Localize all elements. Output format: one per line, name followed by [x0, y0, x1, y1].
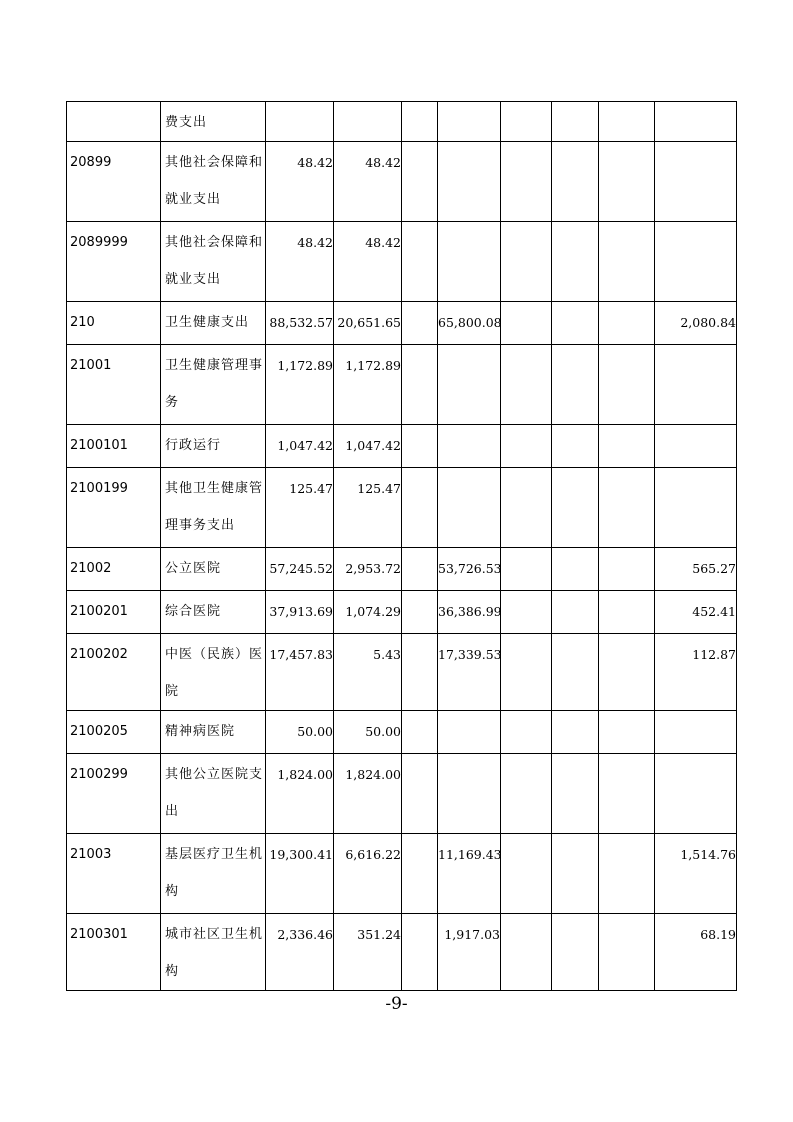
column-8-cell [655, 345, 737, 425]
column-3-cell [402, 468, 438, 548]
account-name-cell: 其他卫生健康管理事务支出 [161, 468, 266, 548]
column-3-cell [402, 914, 438, 991]
table-body [67, 102, 737, 991]
column-8-cell [655, 754, 737, 834]
total-cell: 1,824.00 [266, 754, 334, 834]
account-name-cell: 卫生健康管理事务 [161, 345, 266, 425]
account-code-cell: 2089999 [67, 222, 161, 302]
table-row [67, 711, 737, 754]
column-5-cell [501, 711, 552, 754]
table-row [67, 591, 737, 634]
column-7-cell [599, 468, 655, 548]
column-8-cell: 68.19 [655, 914, 737, 991]
budget-table [66, 101, 737, 991]
general-budget-cell: 50.00 [334, 711, 402, 754]
account-code-cell: 20899 [67, 142, 161, 222]
account-name-cell: 行政运行 [161, 425, 266, 468]
column-3-cell [402, 634, 438, 711]
general-budget-cell: 1,047.42 [334, 425, 402, 468]
table-row [67, 222, 737, 302]
table-row [67, 425, 737, 468]
column-4-cell: 1,917.03 [438, 914, 501, 991]
column-7-cell [599, 425, 655, 468]
account-code-cell: 2100301 [67, 914, 161, 991]
column-4-cell [438, 754, 501, 834]
column-5-cell [501, 754, 552, 834]
column-6-cell [552, 754, 599, 834]
column-3-cell [402, 302, 438, 345]
general-budget-cell: 2,953.72 [334, 548, 402, 591]
column-4-cell [438, 102, 501, 142]
column-7-cell [599, 222, 655, 302]
column-7-cell [599, 302, 655, 345]
column-4-cell: 11,169.43 [438, 834, 501, 914]
account-name-cell: 其他社会保障和就业支出 [161, 142, 266, 222]
column-7-cell [599, 634, 655, 711]
general-budget-cell: 1,172.89 [334, 345, 402, 425]
column-6-cell [552, 142, 599, 222]
total-cell: 50.00 [266, 711, 334, 754]
general-budget-cell: 1,824.00 [334, 754, 402, 834]
total-cell: 2,336.46 [266, 914, 334, 991]
general-budget-cell: 1,074.29 [334, 591, 402, 634]
account-name-cell: 其他公立医院支出 [161, 754, 266, 834]
column-6-cell [552, 345, 599, 425]
column-8-cell [655, 222, 737, 302]
general-budget-cell: 20,651.65 [334, 302, 402, 345]
total-cell [266, 102, 334, 142]
column-3-cell [402, 834, 438, 914]
column-8-cell [655, 425, 737, 468]
total-cell: 125.47 [266, 468, 334, 548]
total-cell: 1,172.89 [266, 345, 334, 425]
column-8-cell: 452.41 [655, 591, 737, 634]
account-code-cell: 2100101 [67, 425, 161, 468]
table-row [67, 302, 737, 345]
column-6-cell [552, 634, 599, 711]
column-5-cell [501, 468, 552, 548]
column-6-cell [552, 222, 599, 302]
total-cell: 57,245.52 [266, 548, 334, 591]
column-6-cell [552, 425, 599, 468]
column-4-cell [438, 345, 501, 425]
account-code-cell: 21001 [67, 345, 161, 425]
column-7-cell [599, 754, 655, 834]
table-row [67, 634, 737, 711]
account-name-cell: 城市社区卫生机构 [161, 914, 266, 991]
column-3-cell [402, 222, 438, 302]
column-7-cell [599, 142, 655, 222]
general-budget-cell: 6,616.22 [334, 834, 402, 914]
column-8-cell [655, 102, 737, 142]
column-8-cell: 565.27 [655, 548, 737, 591]
column-3-cell [402, 102, 438, 142]
account-name-cell: 综合医院 [161, 591, 266, 634]
column-4-cell: 65,800.08 [438, 302, 501, 345]
column-8-cell: 1,514.76 [655, 834, 737, 914]
column-7-cell [599, 345, 655, 425]
column-4-cell [438, 711, 501, 754]
total-cell: 37,913.69 [266, 591, 334, 634]
table-row [67, 468, 737, 548]
account-code-cell: 2100202 [67, 634, 161, 711]
column-6-cell [552, 468, 599, 548]
column-5-cell [501, 914, 552, 991]
column-5-cell [501, 834, 552, 914]
total-cell: 88,532.57 [266, 302, 334, 345]
general-budget-cell: 48.42 [334, 222, 402, 302]
total-cell: 48.42 [266, 222, 334, 302]
table-row [67, 142, 737, 222]
column-7-cell [599, 548, 655, 591]
general-budget-cell: 125.47 [334, 468, 402, 548]
column-3-cell [402, 345, 438, 425]
column-4-cell: 53,726.53 [438, 548, 501, 591]
column-5-cell [501, 302, 552, 345]
column-6-cell [552, 914, 599, 991]
column-8-cell [655, 711, 737, 754]
account-name-cell: 中医（民族）医院 [161, 634, 266, 711]
table-row [67, 548, 737, 591]
table-row [67, 102, 737, 142]
account-name-cell: 其他社会保障和就业支出 [161, 222, 266, 302]
column-5-cell [501, 102, 552, 142]
account-name-cell: 公立医院 [161, 548, 266, 591]
column-4-cell [438, 425, 501, 468]
column-5-cell [501, 222, 552, 302]
account-name-cell: 卫生健康支出 [161, 302, 266, 345]
column-7-cell [599, 591, 655, 634]
column-5-cell [501, 548, 552, 591]
column-4-cell [438, 468, 501, 548]
column-6-cell [552, 548, 599, 591]
column-4-cell: 36,386.99 [438, 591, 501, 634]
column-5-cell [501, 634, 552, 711]
column-5-cell [501, 591, 552, 634]
column-8-cell: 112.87 [655, 634, 737, 711]
account-name-cell: 精神病医院 [161, 711, 266, 754]
account-code-cell: 210 [67, 302, 161, 345]
table-row [67, 834, 737, 914]
column-7-cell [599, 102, 655, 142]
column-3-cell [402, 548, 438, 591]
column-4-cell: 17,339.53 [438, 634, 501, 711]
table-row [67, 754, 737, 834]
column-3-cell [402, 425, 438, 468]
column-8-cell [655, 468, 737, 548]
table-row [67, 914, 737, 991]
column-3-cell [402, 591, 438, 634]
column-7-cell [599, 711, 655, 754]
column-6-cell [552, 711, 599, 754]
column-8-cell: 2,080.84 [655, 302, 737, 345]
column-4-cell [438, 142, 501, 222]
general-budget-cell: 5.43 [334, 634, 402, 711]
column-5-cell [501, 142, 552, 222]
total-cell: 1,047.42 [266, 425, 334, 468]
general-budget-cell [334, 102, 402, 142]
account-code-cell: 2100199 [67, 468, 161, 548]
column-3-cell [402, 142, 438, 222]
total-cell: 17,457.83 [266, 634, 334, 711]
column-5-cell [501, 425, 552, 468]
account-code-cell: 21003 [67, 834, 161, 914]
table-row [67, 345, 737, 425]
column-7-cell [599, 914, 655, 991]
column-6-cell [552, 102, 599, 142]
account-name-cell: 基层医疗卫生机构 [161, 834, 266, 914]
column-6-cell [552, 302, 599, 345]
page-number: -9- [385, 994, 408, 1014]
account-code-cell: 2100201 [67, 591, 161, 634]
column-3-cell [402, 754, 438, 834]
account-code-cell [67, 102, 161, 142]
account-code-cell: 2100299 [67, 754, 161, 834]
general-budget-cell: 48.42 [334, 142, 402, 222]
column-6-cell [552, 591, 599, 634]
column-8-cell [655, 142, 737, 222]
total-cell: 19,300.41 [266, 834, 334, 914]
column-3-cell [402, 711, 438, 754]
total-cell: 48.42 [266, 142, 334, 222]
column-4-cell [438, 222, 501, 302]
column-5-cell [501, 345, 552, 425]
column-7-cell [599, 834, 655, 914]
general-budget-cell: 351.24 [334, 914, 402, 991]
account-code-cell: 21002 [67, 548, 161, 591]
account-code-cell: 2100205 [67, 711, 161, 754]
column-6-cell [552, 834, 599, 914]
account-name-cell: 费支出 [161, 102, 266, 142]
